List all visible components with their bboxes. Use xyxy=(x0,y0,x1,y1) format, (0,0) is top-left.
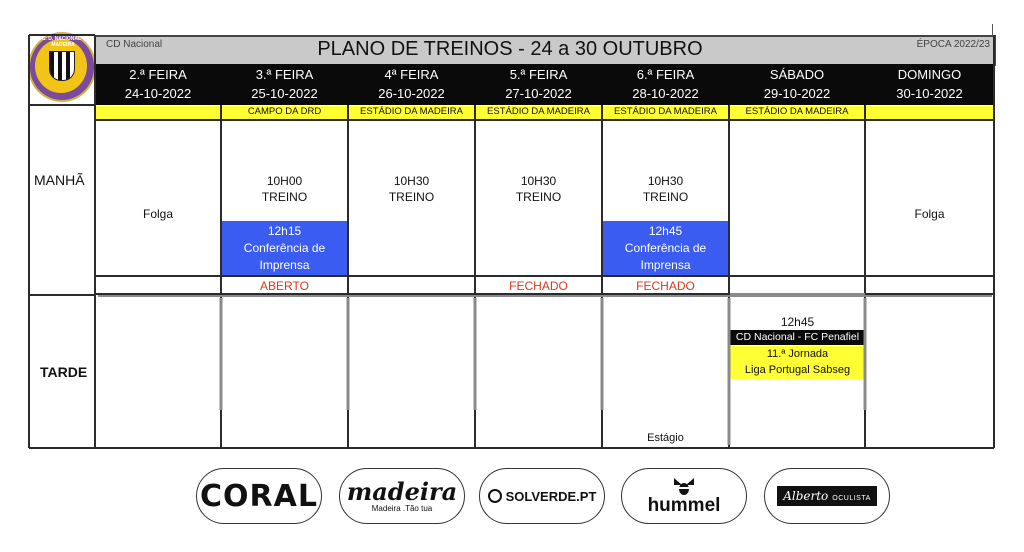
day-name: 6.ª FEIRA xyxy=(636,67,695,82)
venue-mon xyxy=(96,106,220,119)
alberto-wordmark: Alberto xyxy=(783,489,829,503)
crest-text: C. D. NACIONAL · MADEIRA xyxy=(41,36,85,48)
sponsor-alberto-logo xyxy=(764,468,890,524)
page-title: PLANO DE TREINOS - 24 a 30 OUTUBRO xyxy=(317,38,703,60)
match-competition: 11.ª Jornada Liga Portugal Sabseg xyxy=(730,346,865,379)
crest-logo xyxy=(28,32,96,102)
alberto-tagline: OCULISTA xyxy=(832,495,871,502)
day-header-sat xyxy=(729,66,865,106)
day-header-mon xyxy=(95,66,221,106)
day-name: 3.ª FEIRA xyxy=(255,67,314,82)
hummel-wordmark: hummel xyxy=(647,495,721,516)
coral-wordmark: CORAL xyxy=(200,478,318,514)
venue-tue: CAMPO DA DRD xyxy=(222,106,347,119)
right-tick xyxy=(992,24,993,36)
day-name: 2.ª FEIRA xyxy=(129,67,187,82)
madeira-wordmark: madeira xyxy=(346,476,458,506)
day-name: DOMINGO xyxy=(897,67,962,82)
sponsor-coral-logo xyxy=(196,468,322,524)
sponsor-madeira-logo xyxy=(339,468,465,524)
row-label-morning: MANHÃ xyxy=(34,172,85,188)
crest-shield xyxy=(49,51,75,81)
day-date: 24-10-2022 xyxy=(124,86,192,101)
day-header-sun xyxy=(865,66,994,106)
sponsor-solverde-logo xyxy=(479,468,605,524)
day-date: 26-10-2022 xyxy=(378,86,445,101)
day-date: 27-10-2022 xyxy=(505,86,572,101)
press-conference-tue: 12h15 Conferência de Imprensa xyxy=(222,221,347,275)
solverde-wordmark: SOLVERDE.PT xyxy=(505,488,597,504)
day-header-thu xyxy=(475,66,602,106)
venue-wed: ESTÁDIO DA MADEIRA xyxy=(349,106,474,119)
alberto-badge xyxy=(777,486,877,506)
madeira-tagline: Madeira .Tão tua xyxy=(371,503,433,513)
solverde-mark-icon xyxy=(488,489,502,503)
day-date: 30-10-2022 xyxy=(896,86,963,101)
day-date: 28-10-2022 xyxy=(632,86,699,101)
venue-sat: ESTÁDIO DA MADEIRA xyxy=(730,106,864,119)
day-name: SÁBADO xyxy=(769,67,825,82)
sponsor-hummel-logo xyxy=(621,468,747,524)
hummel-bee-icon xyxy=(671,476,697,496)
day-name: 5.ª FEIRA xyxy=(509,67,568,82)
match-teams: CD Nacional - FC Penafiel xyxy=(730,330,865,345)
match-time: 12h45 xyxy=(780,315,815,329)
venue-sun xyxy=(866,106,993,119)
row-label-afternoon: TARDE xyxy=(40,364,88,380)
venue-fri: ESTÁDIO DA MADEIRA xyxy=(603,106,728,119)
day-date: 29-10-2022 xyxy=(763,86,831,101)
day-header-fri xyxy=(602,66,729,106)
match-box-sat xyxy=(730,295,865,381)
day-header-wed xyxy=(348,66,475,106)
day-header-tue xyxy=(221,66,348,106)
venue-thu: ESTÁDIO DA MADEIRA xyxy=(476,106,601,119)
day-name: 4ª FEIRA xyxy=(384,67,439,82)
press-conference-fri: 12h45 Conferência de Imprensa xyxy=(603,221,728,275)
day-date: 25-10-2022 xyxy=(251,86,318,101)
club-name: CD Nacional xyxy=(106,39,163,50)
season-label: ÉPOCA 2022/23 xyxy=(916,39,990,50)
